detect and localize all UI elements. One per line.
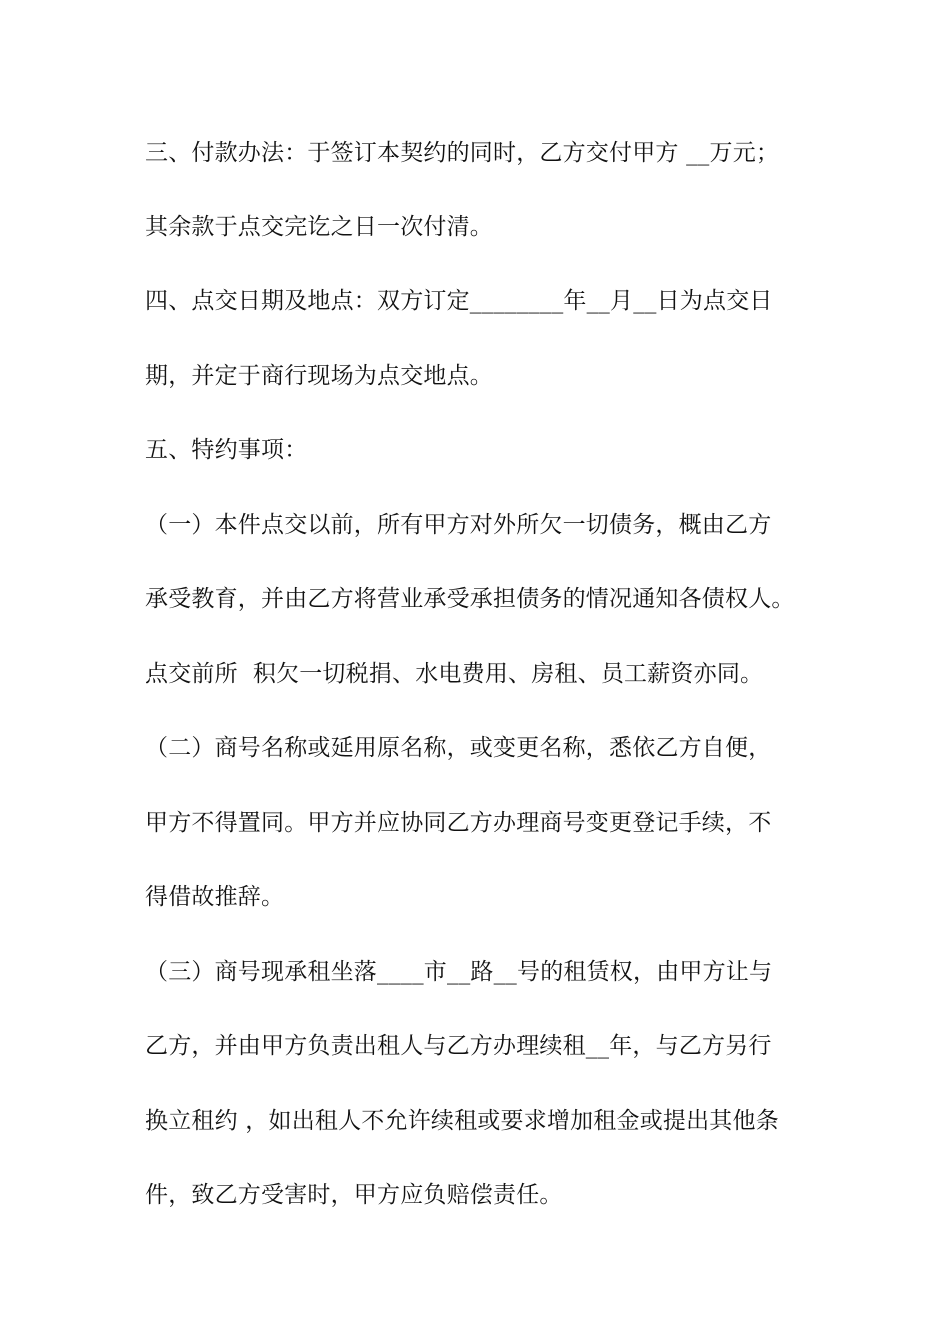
- paragraph-line: 承受教育，并由乙方将营业承受承担债务的情况通知各债权人。: [145, 586, 795, 612]
- paragraph-line: （一）本件点交以前，所有甲方对外所欠一切债务，概由乙方: [145, 512, 772, 538]
- paragraph-line: 甲方不得置同。甲方并应协同乙方办理商号变更登记手续，不: [145, 810, 772, 836]
- paragraph-line: 件，致乙方受害时，甲方应负赔偿责任。: [145, 1182, 563, 1208]
- paragraph-line: 乙方，并由甲方负责出租人与乙方办理续租__年，与乙方另行: [145, 1033, 772, 1059]
- paragraph-line: 点交前所 积欠一切税捐、水电费用、房租、员工薪资亦同。: [145, 661, 764, 687]
- paragraph-line: （二）商号名称或延用原名称，或变更名称，悉依乙方自便，: [145, 735, 772, 761]
- paragraph-line: 得借故推辞。: [145, 884, 285, 910]
- paragraph-line: 三、付款办法：于签订本契约的同时，乙方交付甲方 __万元；: [145, 140, 780, 166]
- paragraph-line: （三）商号现承租坐落____市__路__号的租赁权，由甲方让与: [145, 959, 773, 985]
- paragraph-line: 四、点交日期及地点：双方订定________年__月__日为点交日: [145, 288, 773, 314]
- paragraph-line: 其余款于点交完讫之日一次付清。: [145, 214, 493, 240]
- paragraph-line: 期，并定于商行现场为点交地点。: [145, 363, 493, 389]
- paragraph-line: 五、特约事项：: [145, 437, 308, 463]
- paragraph-line: 换立租约 ，如出租人不允许续租或要求增加租金或提出其他条: [145, 1108, 779, 1134]
